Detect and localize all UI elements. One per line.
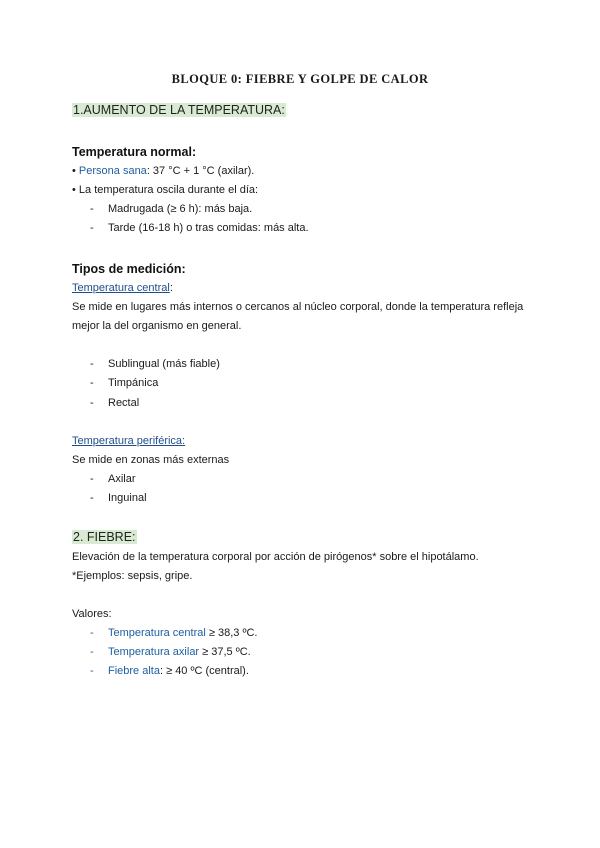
fiebre-definition: Elevación de la temperatura corporal por acción de pirógenos* sobre el hipotálamo. xyxy=(72,551,479,563)
dash-mark: - xyxy=(90,377,94,389)
link-temperatura-periferica[interactable]: Temperatura periférica: xyxy=(72,435,186,447)
valores-label: Valores: xyxy=(72,608,112,620)
valor-axilar-label: Temperatura axilar xyxy=(108,646,200,658)
central-colon: : xyxy=(169,282,173,294)
list-item-inguinal: Inguinal xyxy=(108,492,147,504)
central-heading xyxy=(72,282,173,294)
valor-axilar-value: ≥ 37,5 ºC. xyxy=(199,646,251,658)
list-item-rectal: Rectal xyxy=(108,397,140,409)
persona-sana-label: Persona sana xyxy=(78,165,147,177)
section-heading-fiebre: 2. FIEBRE: xyxy=(73,530,136,544)
central-description-line2: mejor la del organismo en general. xyxy=(72,320,242,332)
dash-mark: - xyxy=(90,358,94,370)
list-item-tarde: Tarde (16-18 h) o tras comidas: más alta. xyxy=(108,222,309,234)
list-item-valor-central xyxy=(108,627,257,639)
dash-mark: - xyxy=(90,646,94,658)
periferica-description: Se mide en zonas más externas xyxy=(72,454,230,466)
list-item-axilar: Axilar xyxy=(108,473,136,485)
list-item-madrugada: Madrugada (≥ 6 h): más baja. xyxy=(108,203,253,215)
dash-mark: - xyxy=(90,473,94,485)
fiebre-alta-value: : ≥ 40 ºC (central). xyxy=(159,665,249,677)
fiebre-alta-label: Fiebre alta xyxy=(108,665,160,677)
list-item-sublingual: Sublingual (más fiable) xyxy=(108,358,220,370)
bullet-persona-sana xyxy=(72,165,254,177)
subheading-temperatura-normal: Temperatura normal: xyxy=(72,145,197,159)
dash-mark: - xyxy=(90,222,94,234)
persona-sana-value: : 37 °C + 1 °C (axilar). xyxy=(146,165,255,177)
subheading-tipos-medicion: Tipos de medición: xyxy=(72,262,186,276)
bullet-mark: • xyxy=(72,165,76,177)
link-temperatura-central[interactable]: Temperatura central xyxy=(72,282,170,294)
central-description-line1: Se mide en lugares más internos o cercanos al núcleo corporal, donde la temperatura refleja xyxy=(72,301,524,313)
fiebre-examples-note: *Ejemplos: sepsis, gripe. xyxy=(72,570,193,582)
dash-mark: - xyxy=(90,665,94,677)
list-item-valor-axilar xyxy=(108,646,251,658)
list-item-timpanica: Timpánica xyxy=(108,377,159,389)
dash-mark: - xyxy=(90,397,94,409)
valor-central-value: ≥ 38,3 ºC. xyxy=(205,627,258,639)
bullet-oscila: • La temperatura oscila durante el día: xyxy=(72,184,259,196)
dash-mark: - xyxy=(90,627,94,639)
dash-mark: - xyxy=(90,492,94,504)
section-heading-aumento: 1.AUMENTO DE LA TEMPERATURA: xyxy=(73,103,285,117)
dash-mark: - xyxy=(90,203,94,215)
list-item-fiebre-alta xyxy=(108,665,249,677)
document-title: BLOQUE 0: FIEBRE Y GOLPE DE CALOR xyxy=(171,72,429,86)
valor-central-label: Temperatura central xyxy=(108,627,206,639)
